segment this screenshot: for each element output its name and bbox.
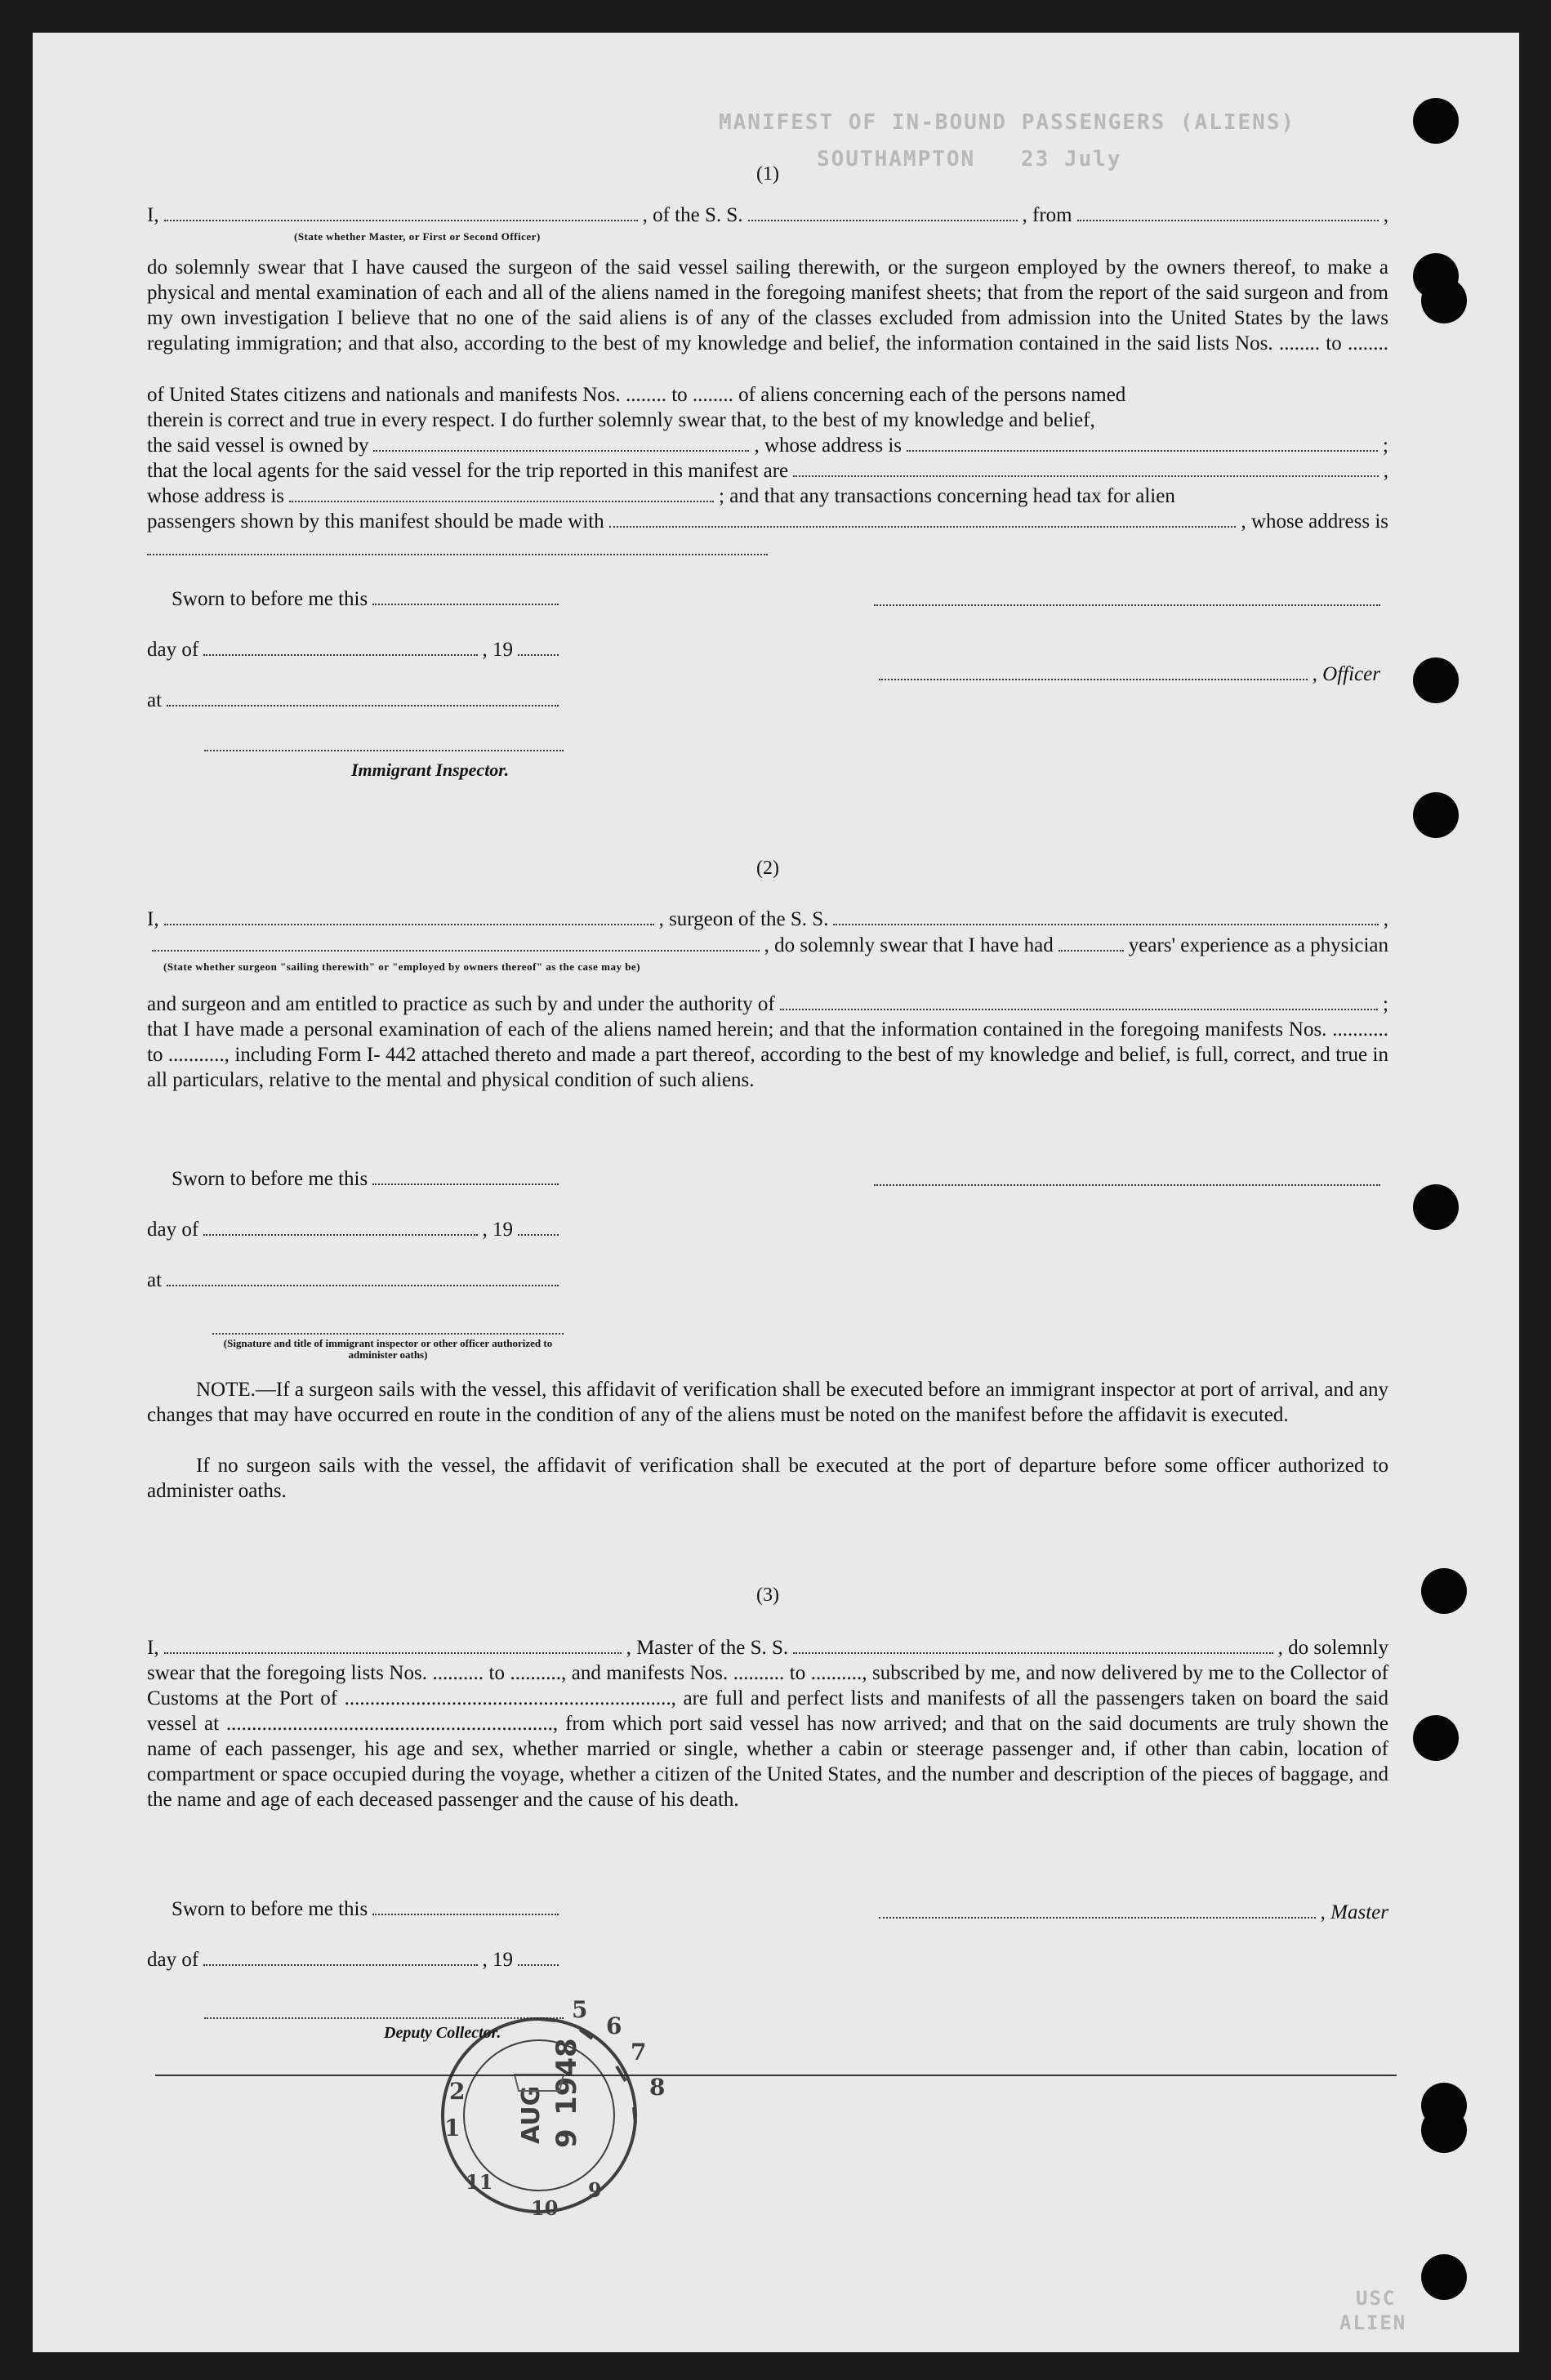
section-3-day-of: [147, 1947, 564, 1972]
margin-text-alien: ALIEN: [1339, 2311, 1407, 2334]
at-text: at: [147, 689, 163, 711]
section-2-signature-line: [874, 1184, 1380, 1186]
section-1-passengers-line: [147, 509, 1388, 534]
section-3-master: [874, 1900, 1388, 1925]
day-of-text-3: day of: [147, 1949, 199, 1971]
officer-caption: (State whether Master, or First or Second Officer): [294, 230, 541, 243]
margin-text-usc: USC: [1356, 2287, 1397, 2310]
section-1-i: I,: [147, 204, 159, 226]
section-1-paragraph: do solemnly swear that I have caused the surgeon of the said vessel sailing therewith, or the surgeon employed by the owners thereof, to make a physical and mental examination of each and all of the aliens named in the foregoing manifest sheets; that from the report of the said surgeon and from my own investigation I believe that no one of the said aliens is of any of the classes excluded from admission into the United States by the laws regulating immigration; and that also, according to the best of my knowledge and belief, the information contained in the said lists Nos. ........ to ........: [147, 256, 1388, 354]
faint-header-port: SOUTHAMPTON: [817, 147, 976, 172]
punch-hole: [1421, 278, 1467, 323]
section-1-agents-line: that the local agents for the said vessel for the trip reported in this manifest are ,: [147, 460, 1388, 482]
master-of-ss: , Master of the S. S.: [626, 1637, 789, 1659]
section-1-therein-line: [147, 408, 1388, 433]
section-1-line-1: I, , of the S. S. , from ,: [147, 204, 1388, 226]
do-solemnly-text: , do solemnly: [1277, 1637, 1388, 1659]
stamp-month: AUG: [517, 2085, 546, 2144]
sworn-text-2: Sworn to before me this: [172, 1168, 368, 1190]
svg-text:1: 1: [444, 2115, 461, 2142]
surgeon-caption: (State whether surgeon "sailing therewith" or "employed by owners thereof" as the case may be): [163, 960, 641, 973]
physician-text: years' experience as a physician: [1128, 934, 1388, 956]
agents-text: that the local agents for the said vessel for the trip reported in this manifest are: [147, 460, 789, 482]
whose-address-text: whose address is: [147, 485, 285, 507]
year-text-2: , 19: [482, 1219, 513, 1241]
svg-text:6: 6: [606, 2012, 622, 2039]
section-1-day-of: [147, 637, 564, 662]
document-sheet: [33, 33, 1519, 2352]
section-2-paragraph: that I have made a personal examination of each of the aliens named herein; and that the information contained in the foregoing manifests Nos. ........... to ..........., including Form I- 442 attached thereto and made a part thereof, according to the best of my knowledge and belief, is full, correct, and true in all particulars, relative to the mental and physical condition of such aliens.: [147, 1018, 1388, 1091]
svg-text:11: 11: [466, 2170, 493, 2194]
section-1-number: (1): [756, 163, 779, 185]
faint-header-title: MANIFEST OF IN-BOUND PASSENGERS (ALIENS): [719, 110, 1296, 135]
inspector-rule: [204, 750, 564, 751]
section-1-at: [147, 688, 564, 713]
therein-text: therein is correct and true in every respect. I do further solemnly swear that, to the best of my knowledge and belief,: [147, 409, 1095, 431]
svg-text:9: 9: [588, 2178, 602, 2202]
section-2-line-3: and surgeon and am entitled to practice as such by and under the authority of ;: [147, 993, 1388, 1015]
section-1-sworn: [172, 586, 564, 612]
punch-hole: [1413, 98, 1459, 144]
head-tax-text: ; and that any transactions concerning head tax for alien: [719, 485, 1175, 507]
section-1-citizens-line: [147, 382, 1388, 408]
year-text-3: , 19: [482, 1949, 513, 1971]
svg-text:2: 2: [449, 2078, 466, 2105]
section-2-line-1: I, , surgeon of the S. S. ,: [147, 908, 1388, 930]
section-1-whose-line: [147, 484, 1388, 509]
section-3-i: I,: [147, 1637, 159, 1659]
section-1-owned-line: the said vessel is owned by , whose address is ;: [147, 435, 1388, 457]
deputy-collector-caption: Deputy Collector.: [384, 2024, 501, 2042]
section-3-number: (3): [756, 1584, 779, 1606]
owned-address-text: , whose address is: [754, 435, 903, 457]
section-3-paragraph: swear that the foregoing lists Nos. .......... to .........., and manifests Nos. .......... to .........., subscribed by me, and now delivered by me to the Collector of Customs at the Port of ................................................................, are full and perfect lists and manifests of all the passengers taken on board the said vessel at ................................................................, from which port said vessel has now arrived; and that on the said documents are truly shown the name of each passenger, his age and sex, whether married or single, whether a cabin or steerage passenger and, if other than cabin, location of compartment or space occupied during the voyage, whether a citizen of the United States, and the number and description of the pieces of baggage, and the name and age of each deceased passenger and the cause of his death.: [147, 1662, 1388, 1811]
section-1-signature-line: [874, 604, 1380, 606]
section-1-from: , from: [1022, 204, 1072, 226]
section-3-sworn: [172, 1896, 564, 1922]
passengers-text: passengers shown by this manifest should be made with: [147, 510, 604, 533]
stamp-day: 9: [550, 2128, 583, 2148]
section-3-line-1: [147, 1635, 1388, 1660]
authority-text: and surgeon and am entitled to practice as such by and under the authority of: [147, 993, 775, 1015]
years-experience-text: , do solemnly swear that I have had: [764, 934, 1054, 956]
owned-text: the said vessel is owned by: [147, 435, 369, 457]
immigrant-inspector-caption: Immigrant Inspector.: [351, 760, 510, 780]
svg-text:8: 8: [649, 2074, 666, 2101]
section-2-number: (2): [756, 858, 779, 879]
passengers-address-text: , whose address is: [1241, 510, 1388, 533]
section-1-address-rule: [147, 554, 768, 555]
stamp-year: 1948: [550, 2038, 583, 2115]
note-paragraph-2: If no surgeon sails with the vessel, the affidavit of verification shall be executed at the port of departure before some officer authorized to administer oaths.: [147, 1455, 1388, 1502]
officer-text: , Officer: [1312, 663, 1380, 685]
section-2-at: [147, 1268, 564, 1293]
svg-text:5: 5: [572, 1996, 588, 2023]
year-text: , 19: [482, 639, 513, 661]
citizens-text: of United States citizens and nationals and manifests Nos. ........ to ........ of aliens concerning each of the persons named: [147, 384, 1126, 406]
section-2-sig-rule: [212, 1333, 564, 1335]
faint-header-date: 23 July: [1021, 147, 1122, 172]
section-1-of-ss: , of the S. S.: [642, 204, 743, 226]
section-2-day-of: [147, 1217, 564, 1242]
note-paragraph-1: NOTE.—If a surgeon sails with the vessel, this affidavit of verification shall be executed before an immigrant inspector at port of arrival, and any changes that may have occurred en route in the condition of any of the aliens must be noted on the manifest before the affidavit is executed.: [147, 1379, 1388, 1426]
surgeon-of-ss: , surgeon of the S. S.: [658, 908, 829, 930]
bottom-rule: [155, 2075, 1397, 2076]
punch-hole: [1421, 1568, 1467, 1614]
punch-hole: [1413, 657, 1459, 703]
section-2-line-2: [147, 933, 1388, 958]
date-stamp: [417, 1993, 743, 2238]
sworn-text: Sworn to before me this: [172, 588, 368, 610]
punch-hole: [1413, 1184, 1459, 1230]
punch-hole: [1421, 2254, 1467, 2300]
section-2-i: I,: [147, 908, 159, 930]
day-of-text: day of: [147, 639, 199, 661]
punch-hole: [1413, 792, 1459, 838]
at-text-2: at: [147, 1269, 163, 1291]
svg-text:10: 10: [531, 2196, 559, 2220]
punch-hole: [1421, 2107, 1467, 2153]
section-2-sworn: [172, 1166, 564, 1192]
svg-text:7: 7: [631, 2039, 647, 2066]
section-1-officer: [874, 662, 1380, 687]
punch-hole: [1413, 1715, 1459, 1761]
day-of-text-2: day of: [147, 1219, 199, 1241]
section-2-sig-caption: (Signature and title of immigrant inspector or other officer authorized to administer oaths): [223, 1337, 553, 1361]
sworn-text-3: Sworn to before me this: [172, 1898, 368, 1920]
master-text: , Master: [1320, 1901, 1388, 1923]
